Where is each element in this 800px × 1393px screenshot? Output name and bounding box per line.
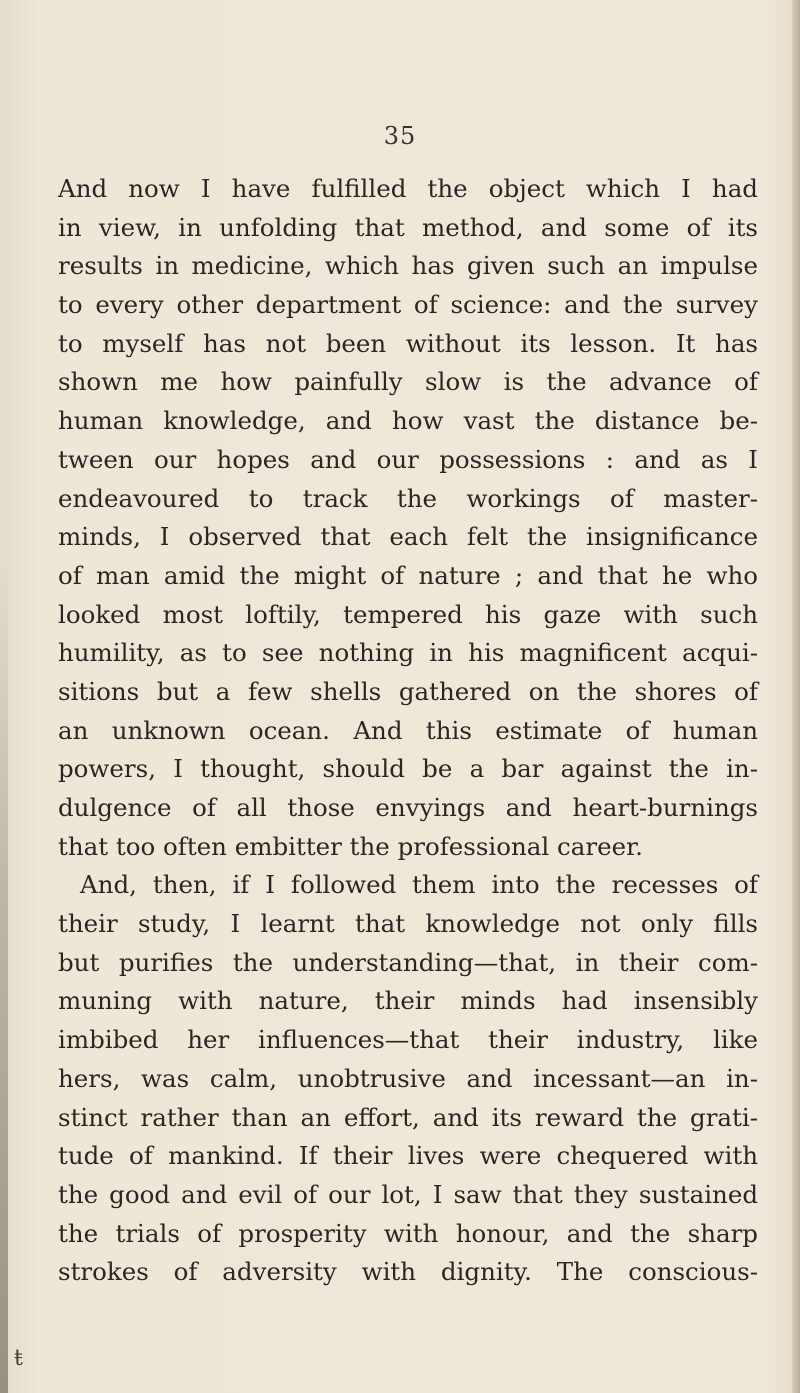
text-line: muning with nature, their minds had insensibly — [58, 986, 758, 1016]
binding-shadow — [0, 560, 8, 1393]
text-line: And, then, if I followed them into the recesses of — [80, 870, 758, 900]
text-line: their study, I learnt that knowledge not only fills — [58, 909, 758, 939]
text-line: dulgence of all those envyings and heart-burnings — [58, 793, 758, 822]
text-line: minds, I observed that each felt the insignificance — [58, 522, 758, 552]
text-line: looked most loftily, tempered his gaze with such — [58, 599, 758, 629]
text-line: tude of mankind. If their lives were chequered with — [58, 1141, 758, 1171]
body-text — [58, 170, 758, 1292]
text-line: but purifies the understanding—that, in their com- — [58, 947, 758, 977]
text-line: of man amid the might of nature ; and that he who — [58, 560, 758, 590]
text-line: sitions but a few shells gathered on the shores of — [58, 676, 758, 706]
margin-mark: ŧ — [14, 1346, 23, 1371]
text-line: the good and evil of our lot, I saw that they sustained — [58, 1179, 758, 1209]
text-line: tween our hopes and our possessions : and as I — [58, 444, 758, 474]
text-line: an unknown ocean. And this estimate of human — [58, 715, 758, 745]
page-edge-shadow — [792, 0, 800, 1393]
text-line: results in medicine, which has given such an impulse — [58, 251, 758, 281]
text-line: powers, I thought, should be a bar against the in- — [58, 754, 758, 784]
text-line: human knowledge, and how vast the distance be- — [58, 406, 758, 436]
text-line: strokes of adversity with dignity. The conscious- — [58, 1257, 758, 1287]
text-line: humility, as to see nothing in his magnificent acqui- — [58, 638, 758, 668]
text-line: to myself has not been without its lesson. It has — [58, 328, 758, 358]
text-line: endeavoured to track the workings of master- — [58, 483, 758, 513]
text-line: in view, in unfolding that method, and some of its — [58, 212, 758, 242]
text-line: imbibed her influences—that their industry, like — [58, 1025, 758, 1055]
text-line: hers, was calm, unobtrusive and incessant—an in- — [58, 1063, 758, 1093]
text-line: shown me how painfully slow is the advance of — [58, 367, 758, 397]
text-line: stinct rather than an effort, and its reward the grati- — [58, 1102, 758, 1132]
text-line: that too often embitter the professional career. — [58, 831, 643, 861]
text-line: to every other department of science: and the survey — [58, 290, 758, 320]
text-line: the trials of prosperity with honour, and the sharp — [58, 1218, 758, 1248]
text-line: And now I have fulfilled the object which I had — [58, 174, 758, 203]
page-number: 35 — [383, 122, 417, 150]
